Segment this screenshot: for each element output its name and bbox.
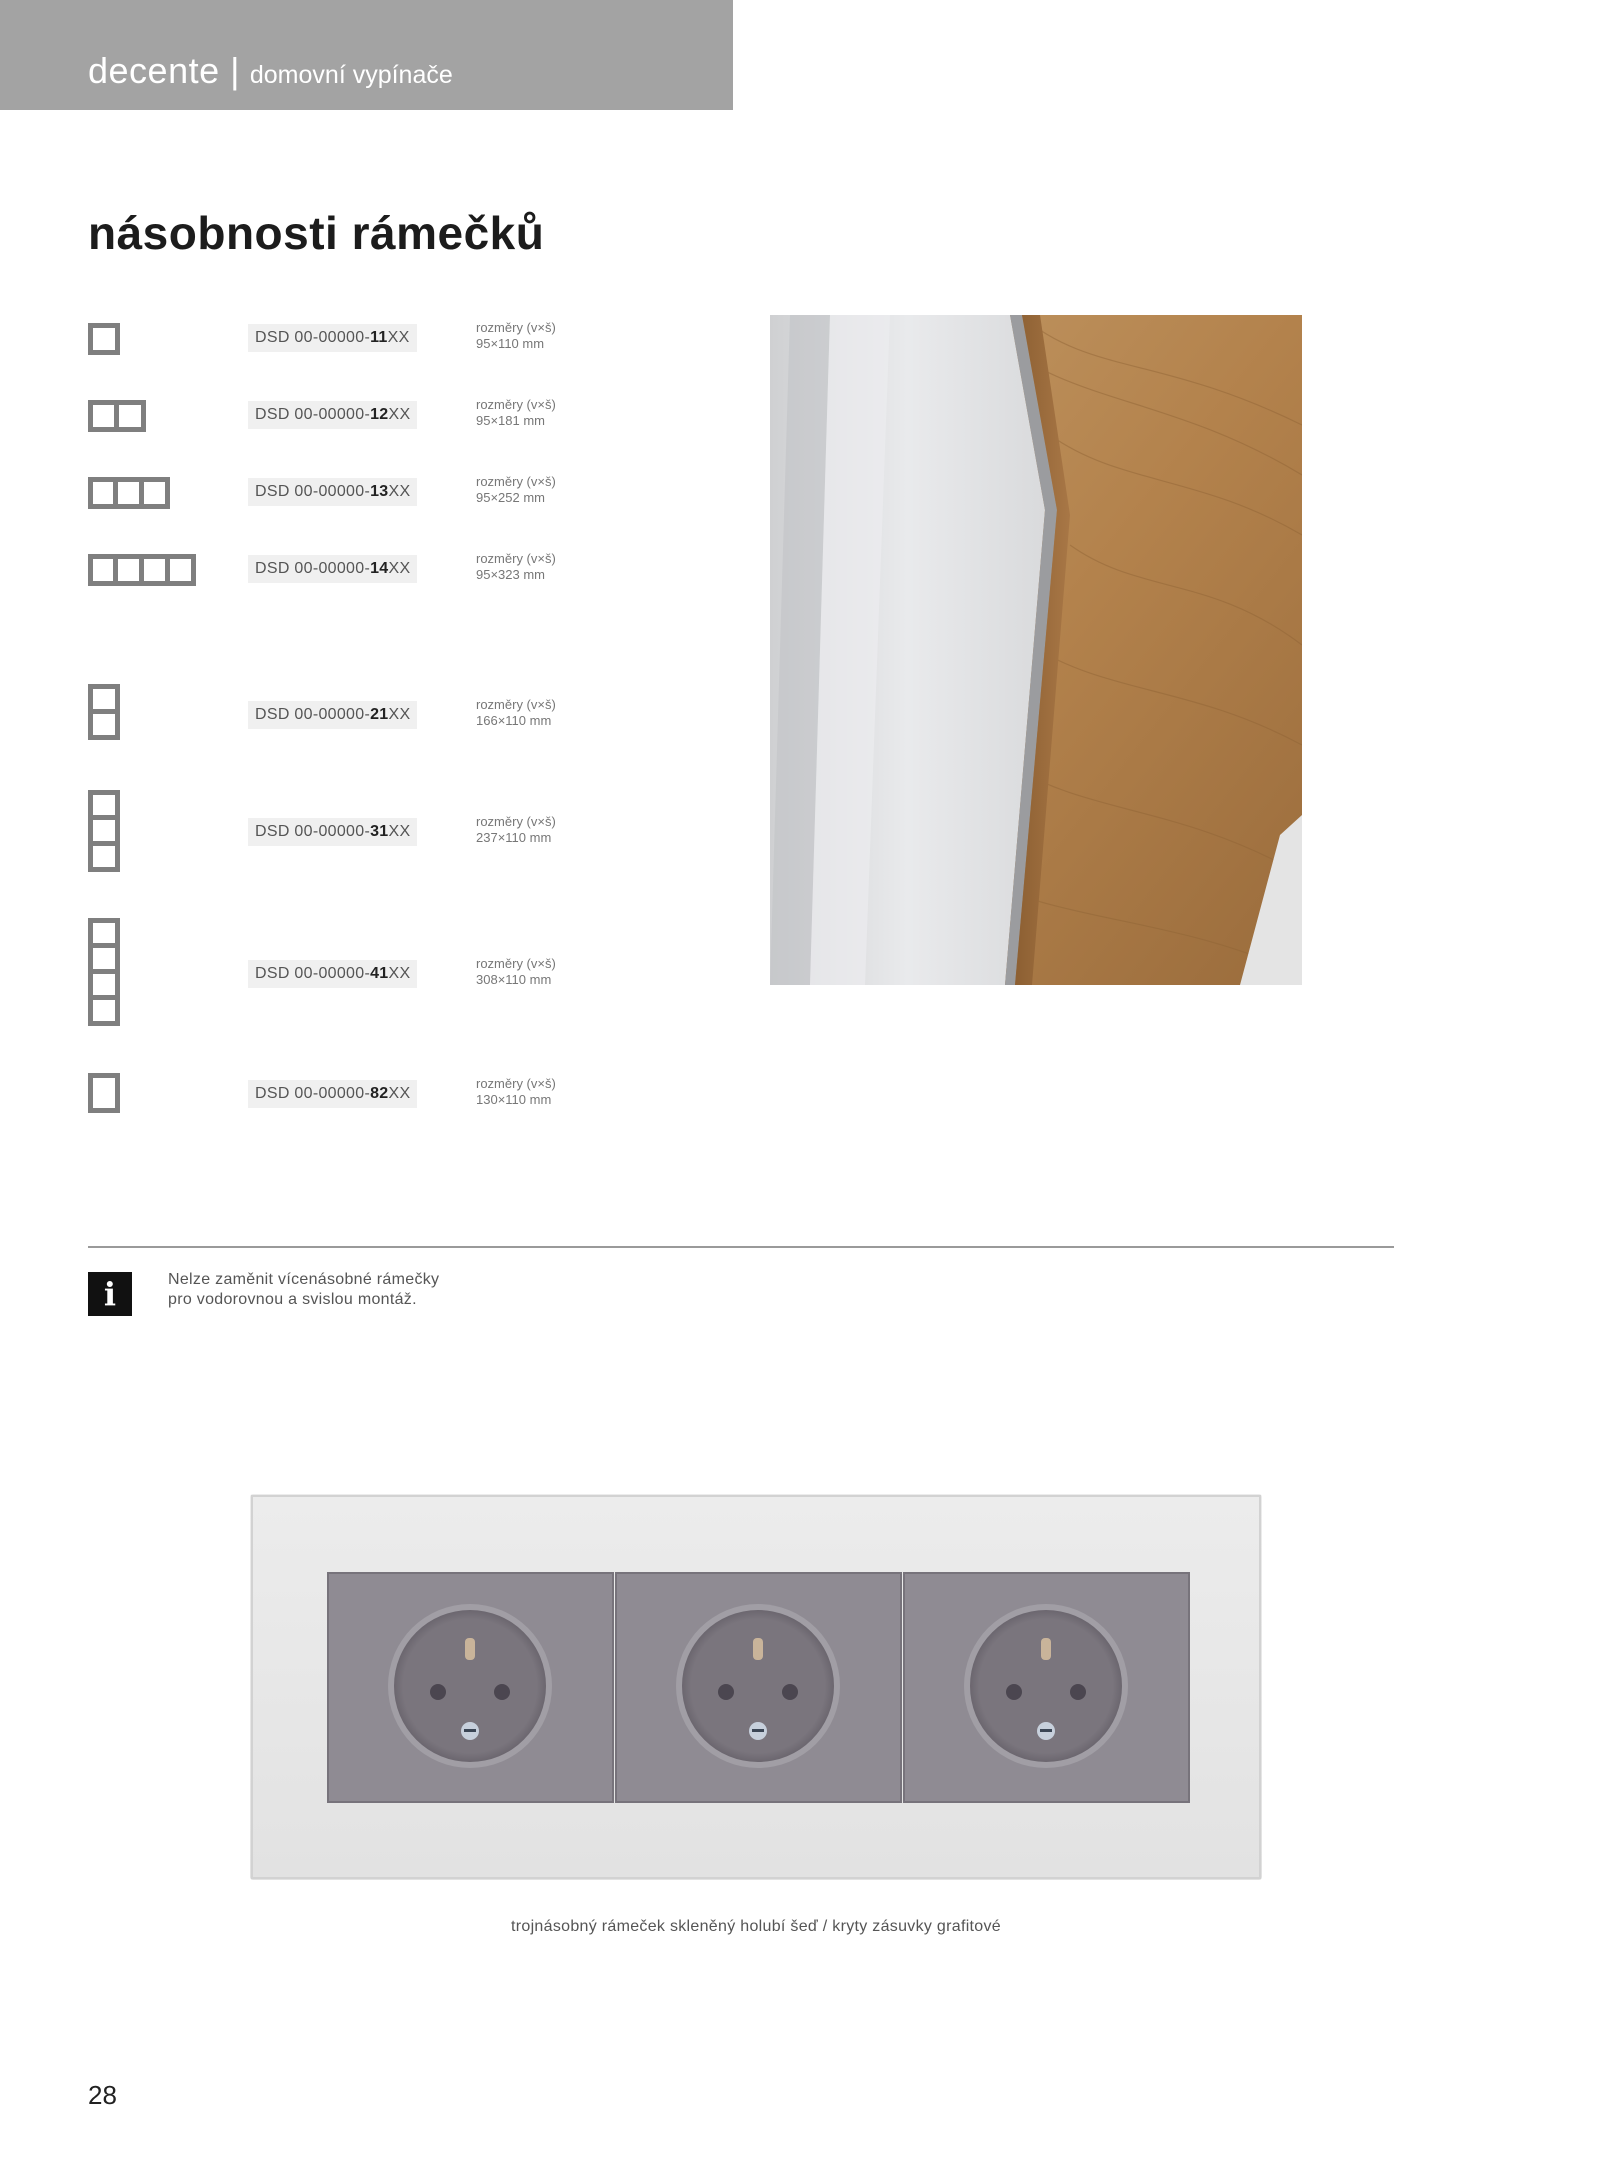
product-code: DSD 00-00000-82XX	[248, 1080, 417, 1108]
product-code: DSD 00-00000-14XX	[248, 555, 417, 583]
frame-2x-vertical-icon	[88, 684, 120, 740]
dimensions: rozměry (v×š) 95×323 mm	[476, 551, 556, 582]
dimensions: rozměry (v×š) 130×110 mm	[476, 1076, 556, 1107]
wood-frame-photo-image	[770, 315, 1302, 985]
page-title: násobnosti rámečků	[88, 207, 545, 259]
photo-caption: trojnásobný rámeček skleněný holubí šeď / kryty zásuvky grafitové	[511, 1918, 1001, 1935]
frame-2x-horizontal-icon	[88, 400, 146, 432]
frame-3x-vertical-icon	[88, 790, 120, 872]
frame-1x-icon	[88, 323, 120, 355]
product-code: DSD 00-00000-12XX	[248, 401, 417, 429]
dimensions: rozměry (v×š) 166×110 mm	[476, 697, 556, 728]
product-code: DSD 00-00000-21XX	[248, 701, 417, 729]
product-code: DSD 00-00000-11XX	[248, 324, 417, 352]
header-brand: decente	[88, 50, 220, 91]
header-title	[88, 50, 453, 92]
frame-3x-horizontal-icon	[88, 477, 170, 509]
wood-frame-photo	[770, 315, 1302, 985]
frame-4x-horizontal-icon	[88, 554, 196, 586]
dimensions: rozměry (v×š) 95×110 mm	[476, 320, 556, 351]
frame-large-single-icon	[88, 1073, 120, 1113]
socket-cover	[616, 1573, 901, 1802]
dimensions: rozměry (v×š) 237×110 mm	[476, 814, 556, 845]
socket-cover	[904, 1573, 1189, 1802]
triple-socket-photo	[250, 1494, 1262, 1880]
header-separator: |	[230, 50, 240, 91]
dimensions: rozměry (v×š) 95×252 mm	[476, 474, 556, 505]
divider	[88, 1246, 1394, 1248]
info-note-line: pro vodorovnou a svislou montáž.	[168, 1291, 417, 1308]
dimensions: rozměry (v×š) 308×110 mm	[476, 956, 556, 987]
info-note-line: Nelze zaměnit vícenásobné rámečky	[168, 1271, 440, 1288]
page-number: 28	[88, 2080, 117, 2110]
header-subtitle: domovní vypínače	[249, 61, 453, 89]
product-code: DSD 00-00000-13XX	[248, 478, 417, 506]
product-code: DSD 00-00000-41XX	[248, 960, 417, 988]
product-code: DSD 00-00000-31XX	[248, 818, 417, 846]
socket-cover	[328, 1573, 613, 1802]
dimensions: rozměry (v×š) 95×181 mm	[476, 397, 556, 428]
triple-socket-photo-image	[250, 1494, 1262, 1880]
info-note	[168, 1270, 439, 1310]
info-icon: i	[88, 1272, 132, 1316]
frame-4x-vertical-icon	[88, 918, 120, 1026]
